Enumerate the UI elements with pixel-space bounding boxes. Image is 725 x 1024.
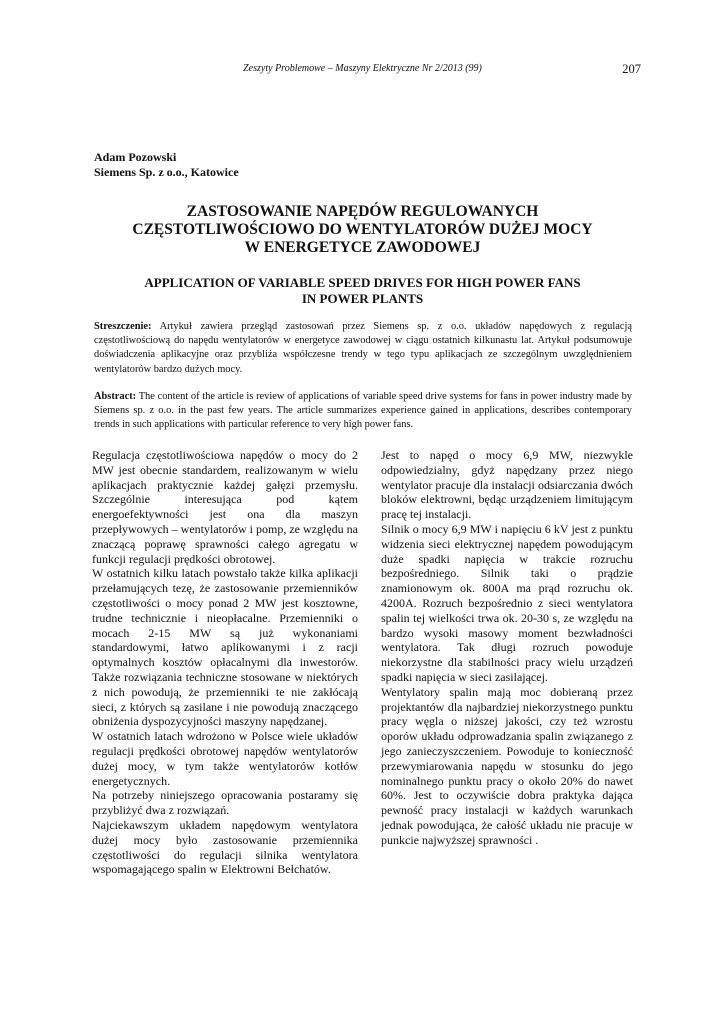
body-column-right xyxy=(381,448,633,848)
author-affiliation: Siemens Sp. z o.o., Katowice xyxy=(94,165,239,179)
title-pl-line: ZASTOSOWANIE NAPĘDÓW REGULOWANYCH xyxy=(186,203,539,220)
body-column-left xyxy=(92,448,358,877)
body-paragraph: Silnik o mocy 6,9 MW i napięciu 6 kV jest z punktu widzenia sieci elektrycznej napędem powodującym duże spadki napięcia w trakcie rozruchu bezpośredniego. Silnik taki o prądzie znamionowym ok. 800A ma prąd rozruchu ok. 4200A. Rozruch bezpośrednio z sieci wentylatora spalin tej wielkości trwa ok. 20-30 s, ze względu na bardzo wysoki masowy moment bezwładności wentylatora. Tak długi rozruch powoduje niekorzystne dla stabilności pracy wielu urządzeń spadki napięcia w sieci zasilającej. xyxy=(381,521,633,684)
journal-name: Zeszyty Problemowe – Maszyny Elektryczne Nr 2/2013 (99) xyxy=(243,63,482,74)
body-paragraph: Na potrzeby niniejszego opracowania postaramy się przybliżyć dwa z rozwiązań. xyxy=(92,788,358,818)
body-paragraph: Jest to napęd o mocy 6,9 MW, niezwykle odpowiedzialny, gdyż napędzany przez niego wentylator pracuje dla instalacji odsiarczania dwóch bloków elektrowni, będąc urządzeniem limitującym pracę tej instalacji. xyxy=(381,448,633,522)
streszczenie-text: Artykuł zawiera przegląd zastosowań przez Siemens sp. z o.o. układów napędowych z regulacją częstotliwościową do napędu wentylatorów w energetyce zawodowej w ciągu ostatnich kilkunastu lat. Artykuł podsumowuje doświadczenia aplikacyjne oraz przybliża współczesne trendy w tego typu aplikacjach ze szczególnym uwzględnieniem wentylatorów bardzo dużych mocy. xyxy=(94,321,632,375)
body-paragraph: Najciekawszym układem napędowym wentylatora dużej mocy było zastosowanie przemiennika częstotliwości do regulacji silnika wentylatora wspomagającego spalin w Elektrowni Bełchatów. xyxy=(92,817,358,877)
body-paragraph: W ostatnich latach wdrożono w Polsce wiele układów regulacji prędkości obrotowej napędów wentylatorów dużej mocy, w tym także wentylatorów kotłów energetycznych. xyxy=(92,729,358,788)
abstract-text: The content of the article is review of applications of variable speed drive systems for fans in power industry made by Siemens sp. z o.o. in the past few years. The article summarizes experience gained in applications, describes contemporary trends in such applications with particular reference to very high power fans. xyxy=(94,391,632,431)
body-paragraph: W ostatnich kilku latach powstało także kilka aplikacji przełamujących tezę, że zastosowanie przemienników częstotliwości o mocy ponad 2 MW jest kosztowne, trudne technicznie i nieopłacalne. Przemienniki o mocach 2-15 MW są już wykonaniami standardowymi, łatwo aplikowanymi i z racji optymalnych kosztów opłacalnymi dla inwestorów. Także rozwiązania techniczne stosowane w niektórych z nich powodują, że przemienniki te nie zakłócają sieci, z których są zasilane i nie powodują znaczącego obniżenia dyspozycyjności maszyny napędzanej. xyxy=(92,566,358,729)
running-header xyxy=(0,62,725,78)
abstract-label: Abstract: xyxy=(94,391,137,402)
author-block xyxy=(94,150,239,180)
title-en-line: IN POWER PLANTS xyxy=(301,291,424,306)
page-number: 207 xyxy=(622,62,641,76)
title-en-line: APPLICATION OF VARIABLE SPEED DRIVES FOR HIGH POWER FANS xyxy=(144,275,581,290)
author-name: Adam Pozowski xyxy=(94,150,177,164)
abstract-paragraph xyxy=(94,390,632,433)
title-english xyxy=(60,275,665,307)
title-pl-line: CZĘSTOTLIWOŚCIOWO DO WENTYLATORÓW DUŻEJ MOCY xyxy=(132,221,593,238)
title-pl-line: W ENERGETYCE ZAWODOWEJ xyxy=(244,239,481,256)
title-polish xyxy=(60,203,665,257)
streszczenie-paragraph xyxy=(94,320,632,377)
body-paragraph: Wentylatory spalin mają moc dobieraną przez projektantów dla najbardziej niekorzystnego punktu pracy węgla o niższej jakości, czy też wzrostu oporów układu odprowadzania spalin związanego z jego zanieczyszczeniem. Powoduje to konieczność przewymiarowania napędu w stosunku do jego nominalnego punktu pracy o około 20% do nawet 60%. Jest to oczywiście dobra praktyka dająca pewność pracy instalacji w każdych warunkach jednak powodująca, że całość układu nie pracuje w punkcie najwyższej sprawności . xyxy=(381,684,633,847)
body-paragraph: Regulacja częstotliwościowa napędów o mocy do 2 MW jest obecnie standardem, realizowanym w wielu aplikacjach praktycznie każdej gałęzi przemysłu. Szczególnie interesująca pod kątem energoefektywności jest ona dla maszyn przepływowych – wentylatorów i pomp, ze względu na znaczącą poprawę sprawności całego agregatu w funkcji regulacji prędkości obrotowej. xyxy=(92,448,358,566)
streszczenie-label: Streszczenie: xyxy=(94,321,152,332)
